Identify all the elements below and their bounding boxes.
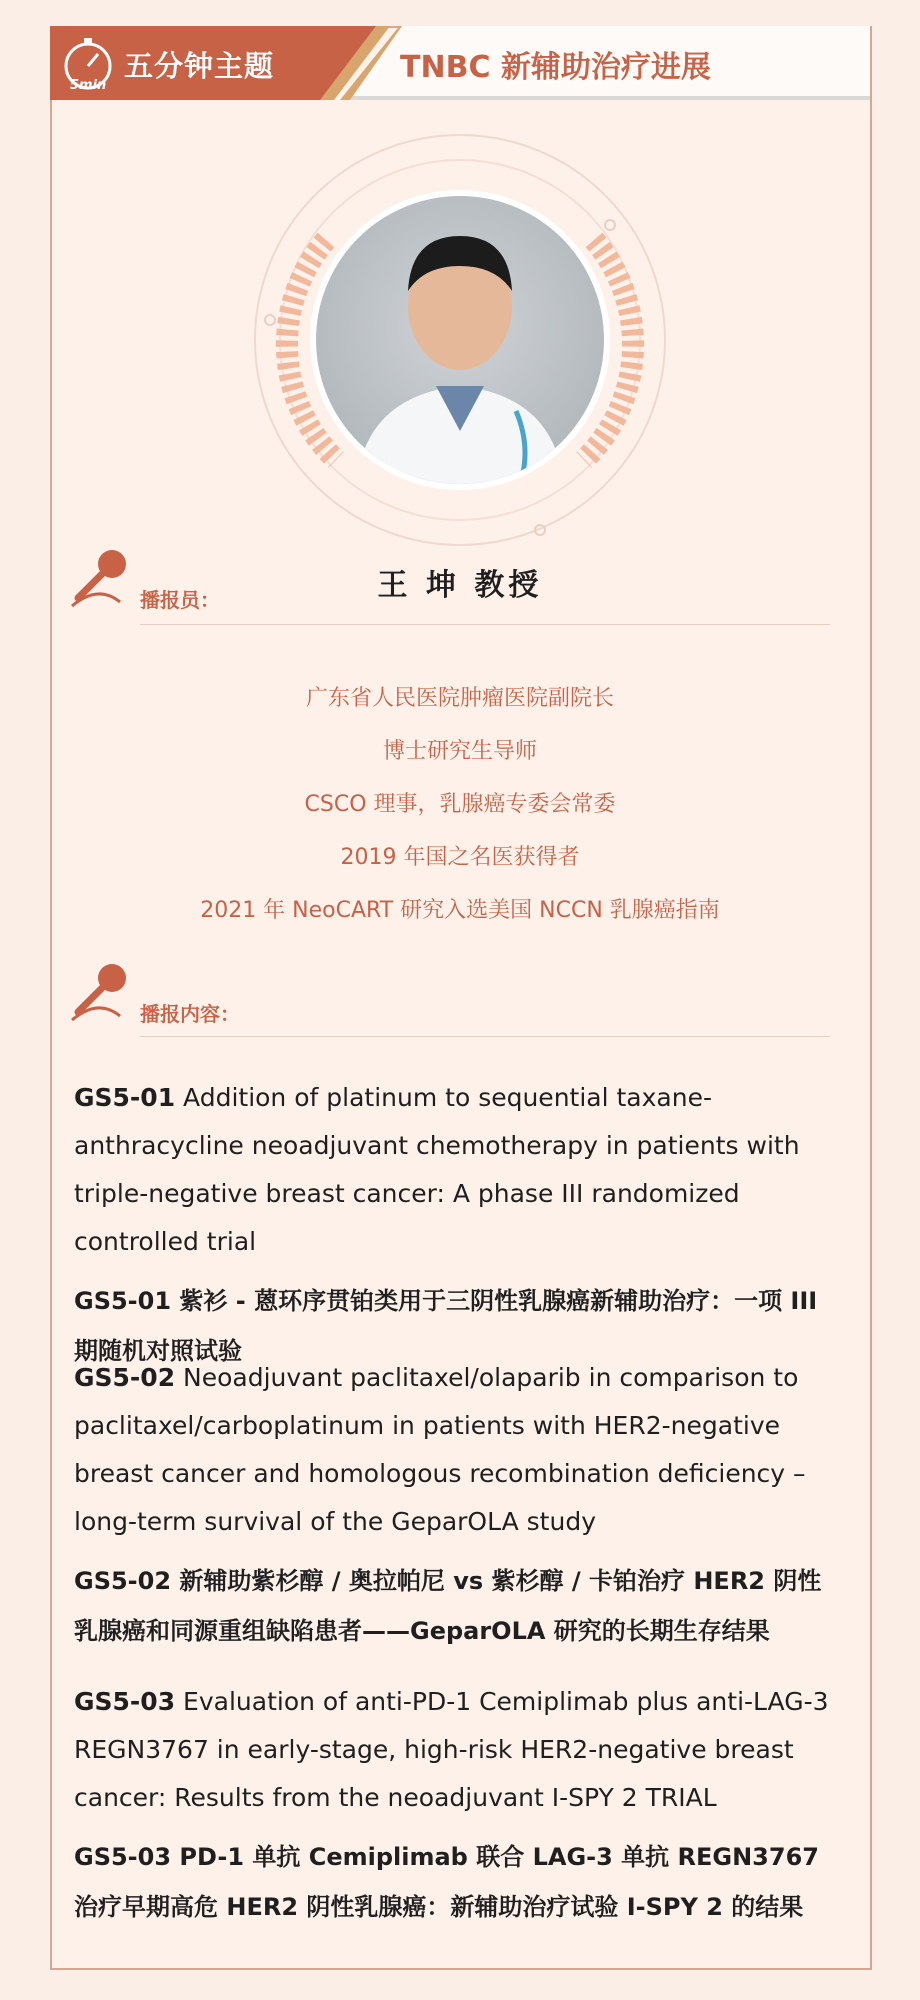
abstract-code: GS5-03 — [74, 1687, 176, 1716]
presenter-bio — [0, 672, 920, 937]
abstract-title-cn: GS5-01 紫衫 - 蒽环序贯铂类用于三阴性乳腺癌新辅助治疗：一项 III 期随机对照试验 — [74, 1287, 818, 1365]
bio-line: 广东省人民医院肿瘤医院副院长 — [305, 686, 614, 711]
divider — [140, 1036, 830, 1037]
content-section-label: 播报内容： — [140, 1002, 240, 1026]
abstract-title-en: Evaluation of anti-PD-1 Cemiplimab plus anti-LAG-3 REGN3767 in early-stage, high-risk HER2-negative breast cancer: Results from the neoadjuvant I-SPY 2 TRIAL — [74, 1687, 829, 1812]
abstract-item — [74, 1354, 844, 1656]
abstract-title-cn: GS5-02 新辅助紫杉醇 / 奥拉帕尼 vs 紫杉醇 / 卡铂治疗 HER2 阴性乳腺癌和同源重组缺陷患者——GeparOLA 研究的长期生存结果 — [74, 1567, 822, 1645]
abstract-title-en: Addition of platinum to sequential taxane-anthracycline neoadjuvant chemotherapy in patients with triple-negative breast cancer: A phase III randomized controlled trial — [74, 1083, 800, 1256]
person-icon — [316, 196, 604, 484]
stopwatch-icon — [58, 34, 118, 94]
abstract-title-cn: GS5-03 PD-1 单抗 Cemiplimab 联合 LAG-3 单抗 REGN3767 治疗早期高危 HER2 阴性乳腺癌：新辅助治疗试验 I-SPY 2 的结果 — [74, 1843, 819, 1921]
abstract-item — [74, 1074, 844, 1376]
abstract-code: GS5-02 — [74, 1363, 176, 1392]
timer-label: 5min — [70, 78, 107, 93]
bio-line: 2021 年 NeoCART 研究入选美国 NCCN 乳腺癌指南 — [200, 898, 720, 923]
abstract-title-en: Neoadjuvant paclitaxel/olaparib in comparison to paclitaxel/carboplatinum in patients with HER2-negative breast cancer and homologous recombination deficiency – long-term survival of the GeparOLA study — [74, 1363, 806, 1536]
abstract-item — [74, 1678, 844, 1932]
microphone-icon — [68, 960, 130, 1026]
presenter-section-label: 播报员： — [140, 588, 220, 612]
abstract-code: GS5-01 — [74, 1083, 176, 1112]
abstract-en — [74, 1354, 844, 1546]
presenter-photo — [310, 190, 610, 490]
header-left-title: 五分钟主题 — [124, 49, 275, 83]
header-right-title: TNBC 新辅助治疗进展 — [400, 50, 711, 85]
divider — [140, 624, 830, 625]
header-banner — [50, 26, 870, 100]
abstract-en — [74, 1074, 844, 1266]
bio-line: 2019 年国之名医获得者 — [340, 845, 580, 870]
bio-line: CSCO 理事，乳腺癌专委会常委 — [304, 792, 616, 817]
bio-line: 博士研究生导师 — [382, 739, 537, 764]
abstract-en — [74, 1678, 844, 1822]
presenter-portrait — [240, 130, 680, 570]
presenter-name: 王 坤 教授 — [377, 568, 543, 603]
